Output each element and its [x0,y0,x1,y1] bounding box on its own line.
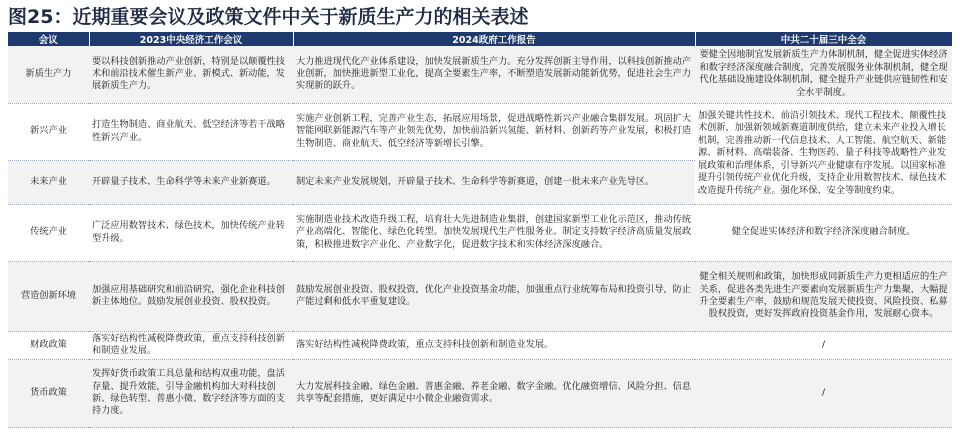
cell-2023: 打造生物制造、商业航天、低空经济等若干战略性新兴产业。 [89,103,293,160]
table-body [8,46,952,427]
row-category: 传统产业 [8,204,89,261]
row-category: 营造创新环境 [8,261,89,331]
cell-2024: 落实好结构性减税降费政策，重点支持科技创新和制造业发展。 [293,331,695,359]
table-row [8,46,952,103]
table-row [8,261,952,331]
cell-2023: 开辟量子技术、生命科学等未来产业新赛道。 [89,160,293,204]
cell-2023: 加强应用基础研究和前沿研究，强化企业科技创新主体地位。鼓励发展创业投资、股权投资。 [89,261,293,331]
row-category: 货币政策 [8,359,89,427]
cell-plenum: 要健全因地制宜发展新质生产力体制机制，健全促进实体经济和数字经济深度融合制度，完善发展服务业体制机制，健全现代化基础设施建设体制机制，健全提升产业链供应链韧性和安全水平制度。 [695,46,952,103]
cell-plenum: 健全促进实体经济和数字经济深度融合制度。 [695,204,952,261]
cell-2024: 大力推进现代化产业体系建设，加快发展新质生产力。充分发挥创新主导作用，以科技创新推动产业创新，加快推进新型工业化，提高全要素生产率，不断塑造发展新动能新优势，促进社会生产力实现新的跃升。 [293,46,695,103]
table-row [8,103,952,160]
cell-2024: 制定未来产业发展规划，开辟量子技术、生命科学等新赛道，创建一批未来产业先导区。 [293,160,695,204]
cell-2023: 发挥好货币政策工具总量和结构双重功能，盘活存量、提升效能，引导金融机构加大对科技创新、绿色转型、普惠小微、数字经济等方面的支持力度。 [89,359,293,427]
cell-plenum: 加强关键共性技术、前沿引领技术、现代工程技术、颠覆性技术创新，加强新领域新赛道制度供给，建立未来产业投入增长机制，完善推动新一代信息技术、人工智能、航空航天、新能源、新材料、高端装备、生物医药、量子科技等战略性产业发展政策和治理体系，引导新兴产业健康有序发展。以国家标准提升引领传统产业优化升级，支持企业用数智技术、绿色技术改造提升传统产业。强化环保、安全等制度约束。 [695,103,952,204]
row-category: 新兴产业 [8,103,89,160]
cell-plenum: 健全相关规则和政策，加快形成同新质生产力更相适应的生产关系，促进各类先进生产要素向发展新质生产力集聚，大幅提升全要素生产率，鼓励和规范发展天使投资、风险投资、私募股权投资，更好发挥政府投资基金作用，发展耐心资本。 [695,261,952,331]
table-header [8,32,952,46]
cell-2023: 落实好结构性减税降费政策，重点支持科技创新和制造业发展。 [89,331,293,359]
header-third-plenum: 中共二十届三中全会 [695,32,952,46]
cell-plenum: / [695,331,952,359]
header-row [8,32,952,46]
table-row [8,331,952,359]
cell-2023: 广泛应用数智技术、绿色技术，加快传统产业转型升级。 [89,204,293,261]
table-row [8,359,952,427]
cell-2024: 大力发展科技金融、绿色金融、普惠金融、养老金融、数字金融。优化融资增信、风险分担、信息共享等配套措施，更好满足中小微企业融资需求。 [293,359,695,427]
policy-comparison-table [8,32,953,428]
header-2024-government-report: 2024政府工作报告 [293,32,695,46]
cell-2023: 要以科技创新推动产业创新，特别是以颠覆性技术和前沿技术催生新产业、新模式、新动能，发展新质生产力。 [89,46,293,103]
header-2023-economic-conference: 2023中央经济工作会议 [89,32,293,46]
cell-plenum: / [695,359,952,427]
figure-title: 图25：近期重要会议及政策文件中关于新质生产力的相关表述 [8,6,529,28]
cell-2024: 实施制造业技术改造升级工程，培育壮大先进制造业集群，创建国家新型工业化示范区，推动传统产业高端化、智能化、绿色化转型。加快发展现代生产性服务业。制定支持数字经济高质量发展政策，积极推进数字产业化、产业数字化，促进数字技术和实体经济深度融合。 [293,204,695,261]
row-category: 新质生产力 [8,46,89,103]
row-category: 财政政策 [8,331,89,359]
cell-2024: 鼓励发展创业投资、股权投资，优化产业投资基金功能，加强重点行业统筹布局和投资引导，防止产能过剩和低水平重复建设。 [293,261,695,331]
table-row [8,204,952,261]
row-category: 未来产业 [8,160,89,204]
policy-table-container [8,32,952,430]
header-meeting: 会议 [8,32,89,46]
cell-2024: 实施产业创新工程，完善产业生态，拓展应用场景，促进战略性新兴产业融合集群发展。巩固扩大智能网联新能源汽车等产业领先优势，加快前沿新兴氢能、新材料、创新药等产业发展，积极打造生物制造、商业航天、低空经济等新增长引擎。 [293,103,695,160]
